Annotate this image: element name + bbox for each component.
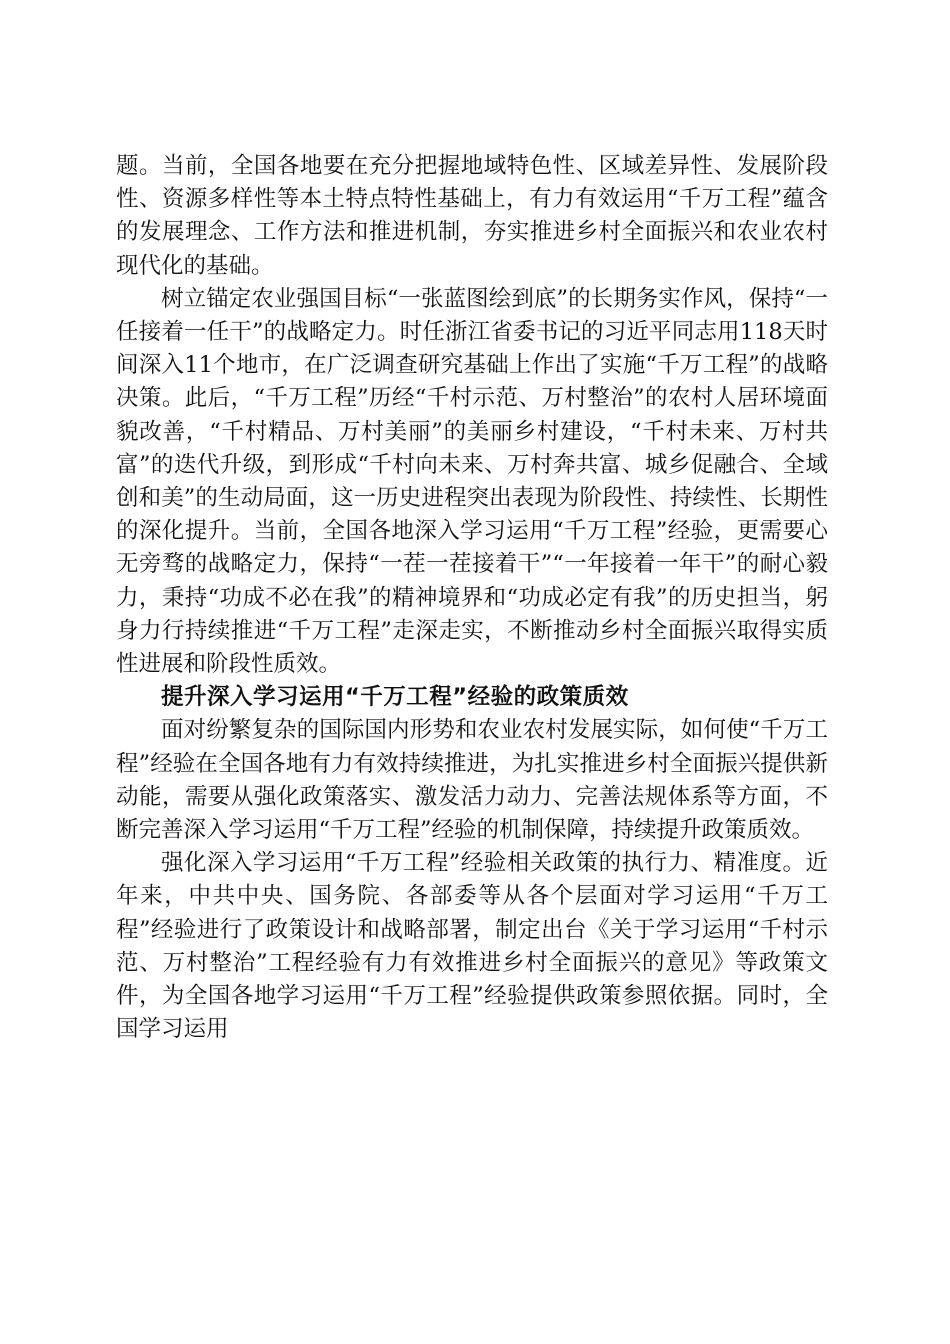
section-heading: 提升深入学习运用“千万工程”经验的政策质效 <box>161 684 629 711</box>
paragraph-strategic-focus: 树立锚定农业强国目标“一张蓝图绘到底”的长期务实作风，保持“一任接着一任干”的战略定力。时任浙江省委书记的习近平同志用118天时间深入11个地市，在广泛调查研究基础上作出了实施“千万工程”的战略决策。此后，“千万工程”历经“千村示范、万村整治”的农村人居环境面貌改善，“千村精品、万村美丽”的美丽乡村建设，“千村未来、万村共富”的迭代升级，到形成“千村向未来、万村奔共富、城乡促融合、全域创和美”的生动局面，这一历史进程突出表现为阶段性、持续性、长期性的深化提升。当前，全国各地深入学习运用“千万工程”经验，更需要心无旁骛的战略定力，保持“一茬一茬接着干”“一年接着一年干”的耐心毅力，秉持“功成不必在我”的精神境界和“功成必定有我”的历史担当，躬身力行持续推进“千万工程”走深走实，不断推动乡村全面振兴取得实质性进展和阶段性质效。 <box>116 285 828 678</box>
document-body <box>116 150 828 1046</box>
paragraph-policy-execution: 强化深入学习运用“千万工程”经验相关政策的执行力、精准度。近年来，中共中央、国务院、各部委等从各个层面对学习运用“千万工程”经验进行了政策设计和战略部署，制定出台《关于学习运用“千村示范、万村整治”工程经验有力有效推进乡村全面振兴的意见》等政策文件，为全国各地学习运用“千万工程”经验提供政策参照依据。同时，全国学习运用 <box>116 850 828 1043</box>
paragraph-policy-intro: 面对纷繁复杂的国际国内形势和农业农村发展实际，如何使“千万工程”经验在全国各地有力有效持续推进，为扎实推进乡村全面振兴提供新动能，需要从强化政策落实、激发活力动力、完善法规体系等方面，不断完善深入学习运用“千万工程”经验的机制保障，持续提升政策质效。 <box>116 717 828 844</box>
paragraph-continuation: 题。当前，全国各地要在充分把握地域特色性、区域差异性、发展阶段性、资源多样性等本土特点特性基础上，有力有效运用“千万工程”蕴含的发展理念、工作方法和推进机制，夯实推进乡村全面振兴和农业农村现代化的基础。 <box>116 153 828 279</box>
